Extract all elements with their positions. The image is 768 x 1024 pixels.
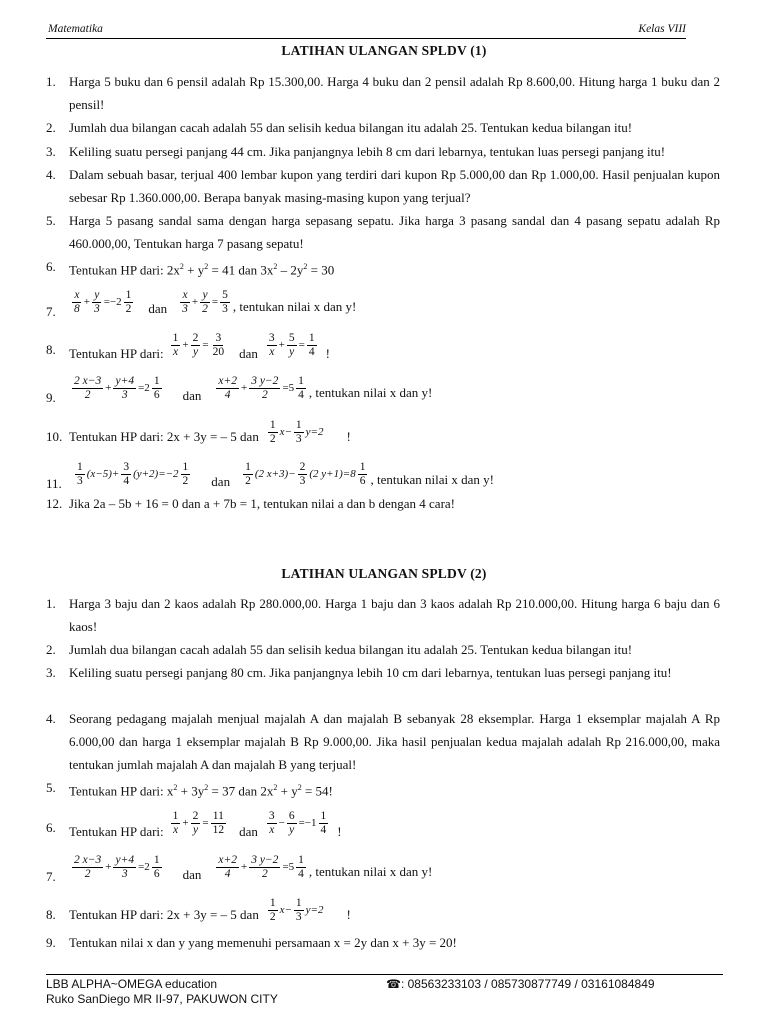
s1-question-4: 4. Dalam sebuah basar, terjual 400 lembar kupon yang terdiri dari kupon Rp 5.000,00 dan Rp 1.000,00. Hasil penjualan kupon sebesar Rp 1.360.000,00. Berapa banyak masing-masing kupon yang terjual? (46, 167, 720, 205)
s1-question-2: 2. Jumlah dua bilangan cacah adalah 55 dan selisih kedua bilangan itu adalah 25. Tentukan kedua bilangan itu! (46, 120, 633, 135)
s1-question-11: 11. $\frac{1}{3}$ (x−5)+ $\frac{3}{4}$ (y+2)=−2 $\frac{1}{2}$ dan $\frac{1}{2}$ (2 x+3)− $\frac{2}{3}$ (2 y+1)=8 $\frac{1}{6}$ , tentukan nilai x dan y! (46, 460, 494, 491)
s1-question-7: 7. $\frac{x}{8}$ + $\frac{y}{3}$ =−2 $\frac{1}{2}$ dan $\frac{x}{3}$ + $\frac{y}{2}$ = $\frac{5}{3}$ , tentukan nilai x dan y! (46, 288, 357, 319)
s1-question-6: 6. Tentukan HP dari: $2x^2 + y^2 = 41$ dan $3x^2 - 2y^2 = 30$ (46, 259, 335, 278)
header-subject: Matematika (48, 23, 103, 35)
s1-question-5: 5. Harga 5 pasang sandal sama dengan harga sepasang sepatu. Jika harga 3 pasang sandal dan 4 pasang sepatu adalah Rp 460.000,00, Tentukan harga 7 pasang sepatu! (46, 213, 720, 251)
s2-question-9: 9. Tentukan nilai x dan y yang memenuhi persamaan x = 2y dan x + 3y = 20! (46, 935, 457, 950)
s2-question-3: 3. Keliling suatu persegi panjang 80 cm. Jika panjangnya lebih 10 cm dari lebarnya, tentukan luas persegi panjang itu! (46, 665, 672, 680)
s1-question-3: 3. Keliling suatu persegi panjang 44 cm. Jika panjangnya lebih 8 cm dari lebarnya, tentukan luas persegi panjang itu! (46, 144, 666, 159)
s1-question-1: 1. Harga 5 buku dan 6 pensil adalah Rp 15.300,00. Harga 4 buku dan 2 pensil adalah Rp 8.600,00. Hitung harga 1 buku dan 2 pensil! (46, 74, 720, 112)
section1-title: LATIHAN ULANGAN SPLDV (1) (281, 43, 487, 58)
section2-title: LATIHAN ULANGAN SPLDV (2) (281, 566, 487, 581)
telephone-icon: ☎ (386, 977, 401, 991)
s2-question-8: 8. Tentukan HP dari: 2x + 3y = – 5 dan $\frac{1}{2}$ x− $\frac{1}{3}$ y=2 ! (46, 896, 351, 923)
s2-question-2: 2. Jumlah dua bilangan cacah adalah 55 dan selisih kedua bilangan itu adalah 25. Tentukan kedua bilangan itu! (46, 642, 633, 657)
s2-question-5: 5. Tentukan HP dari: $x^2 + 3y^2 = 37$ dan $2x^2 + y^2 = 54$! (46, 780, 333, 799)
s1-question-10: 10. Tentukan HP dari: 2x + 3y = – 5 dan $\frac{1}{2}$ x− $\frac{1}{3}$ y=2 ! (46, 418, 351, 445)
footer-phone: ☎: 08563233103 / 085730877749 / 03161084849 (386, 977, 655, 991)
s1-question-9: 9. $\frac{2 x-3}{2}$ + $\frac{y+4}{3}$ =2 $\frac{1}{6}$ dan $\frac{x+2}{4}$ + $\frac{3 y-2}{2}$ =5 $\frac{1}{4}$ , tentukan nilai x dan y! (46, 374, 433, 405)
s2-question-7: 7. $\frac{2 x-3}{2}$ + $\frac{y+4}{3}$ =2 $\frac{1}{6}$ dan $\frac{x+2}{4}$ + $\frac{3 y-2}{2}$ =5 $\frac{1}{4}$ , tentukan nilai x dan y! (46, 853, 433, 884)
s2-question-6: 6. Tentukan HP dari: $\frac{1}{x}$ + $\frac{2}{y}$ = $\frac{11}{12}$ dan $\frac{3}{x}$ − $\frac{6}{y}$ =−1 $\frac{1}{4}$ ! (46, 809, 342, 839)
footer-address: Ruko SanDiego MR II-97, PAKUWON CITY (46, 992, 278, 1006)
page-header (46, 22, 686, 39)
footer-divider (46, 974, 723, 975)
s2-question-4: 4. Seorang pedagang majalah menjual majalah A dan majalah B sebanyak 28 eksemplar. Harga 1 eksemplar majalah A Rp 6.000,00 dan harga 1 eksemplar majalah B Rp 9.000,00. Jika hasil penjualan kedua majalah adalah Rp 216.000,00, maka tentukan jumlah majalah A dan majalah B yang terjual! (46, 711, 720, 772)
s2-question-1: 1. Harga 3 baju dan 2 kaos adalah Rp 280.000,00. Harga 1 baju dan 3 kaos adalah Rp 210.000,00. Hitung harga 6 baju dan 6 kaos! (46, 596, 720, 634)
footer-org: LBB ALPHA~OMEGA education (46, 977, 218, 991)
s1-question-12: 12. Jika 2a – 5b + 16 = 0 dan a + 7b = 1, tentukan nilai a dan b dengan 4 cara! (46, 496, 455, 511)
s1-question-8: 8. Tentukan HP dari: $\frac{1}{x}$ + $\frac{2}{y}$ = $\frac{3}{20}$ dan $\frac{3}{x}$ + $\frac{5}{y}$ = $\frac{1}{4}$ ! (46, 331, 330, 361)
header-class: Kelas VIII (638, 23, 686, 35)
